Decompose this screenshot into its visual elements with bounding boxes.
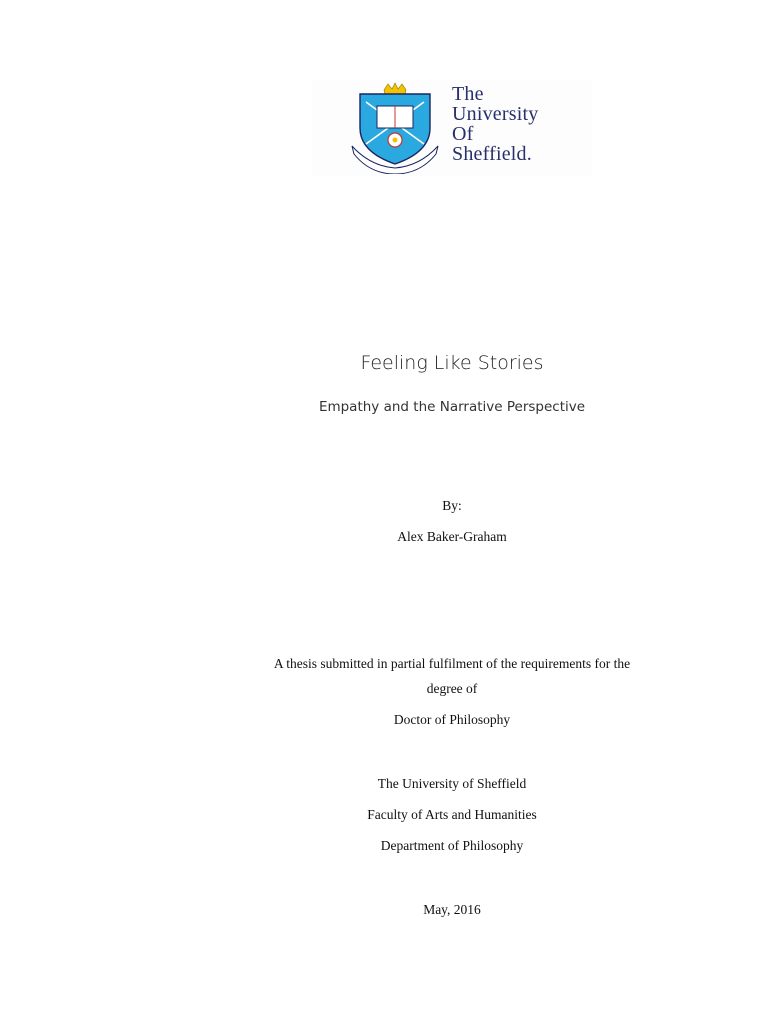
- thesis-title: Feeling Like Stories: [360, 352, 544, 374]
- thesis-subtitle: Empathy and the Narrative Perspective: [318, 399, 586, 415]
- wordmark-line: Of: [452, 123, 474, 145]
- wordmark-line: University: [452, 103, 539, 125]
- by-label: By:: [442, 498, 462, 513]
- university-crest-icon: [350, 82, 440, 174]
- submission-statement-line1: A thesis submitted in partial fulfilment of the requirements for the: [273, 656, 631, 671]
- author-name: Alex Baker-Graham: [397, 529, 507, 544]
- submission-date: May, 2016: [423, 902, 481, 917]
- faculty-name: Faculty of Arts and Humanities: [367, 807, 537, 822]
- wordmark-line: The: [452, 83, 484, 105]
- university-logo: [312, 80, 592, 176]
- submission-statement-line2: degree of: [426, 681, 478, 696]
- wordmark-line: Sheffield.: [452, 143, 532, 165]
- university-wordmark: [452, 84, 538, 164]
- institution-name: The University of Sheffield: [377, 776, 527, 791]
- degree-name: Doctor of Philosophy: [393, 712, 511, 727]
- department-name: Department of Philosophy: [380, 838, 524, 853]
